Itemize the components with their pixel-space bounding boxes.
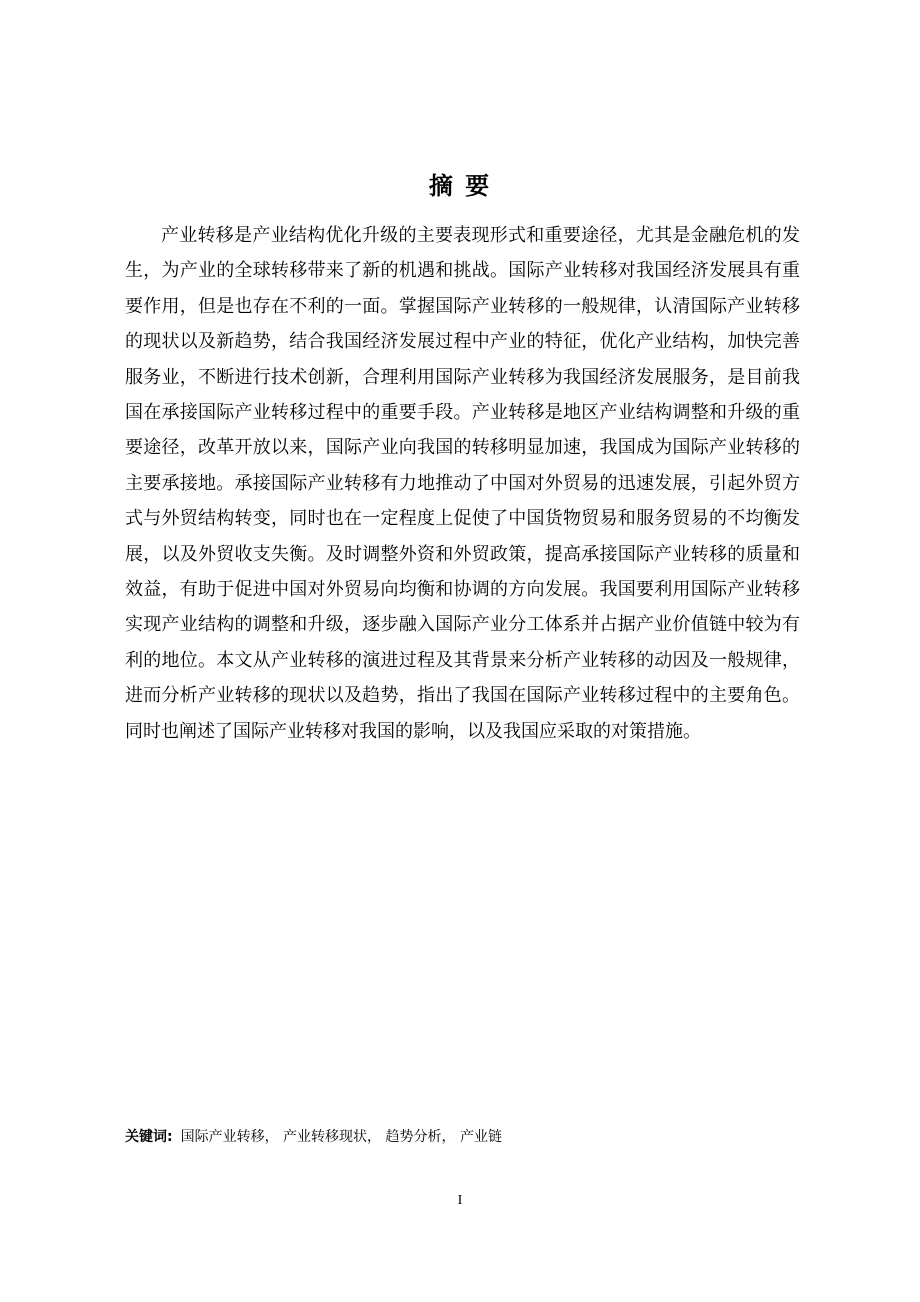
keywords-values: 国际产业转移， 产业转移现状， 趋势分析， 产业链 <box>180 1129 502 1145</box>
page-title: 摘 要 <box>428 172 492 200</box>
abstract-paragraph: 产业转移是产业结构优化升级的主要表现形式和重要途径，尤其是金融危机的发生，为产业的全球转移带来了新的机遇和挑战。国际产业转移对我国经济发展具有重要作用，但是也存在不利的一面。掌握国际产业转移的一般规律，认清国际产业转移的现状以及新趋势，结合我国经济发展过程中产业的特征，优化产业结构，加快完善服务业，不断进行技术创新，合理利用国际产业转移为我国经济发展服务，是目前我国在承接国际产业转移过程中的重要手段。产业转移是地区产业结构调整和升级的重要途径，改革开放以来，国际产业向我国的转移明显加速，我国成为国际产业转移的主要承接地。承接国际产业转移有力地推动了中国对外贸易的迅速发展，引起外贸方式与外贸结构转变，同时也在一定程度上促使了中国货物贸易和服务贸易的不均衡发展，以及外贸收支失衡。及时调整外资和外贸政策，提高承接国际产业转移的质量和效益，有助于促进中国对外贸易向均衡和协调的方向发展。我国要利用国际产业转移实现产业结构的调整和升级，逐步融入国际产业分工体系并占据产业价值链中较为有利的地位。本文从产业转移的演进过程及其背景来分析产业转移的动因及一般规律，进而分析产业转移的现状以及趋势，指出了我国在国际产业转移过程中的主要角色。同时也阐述了国际产业转移对我国的影响，以及我国应采取的对策措施。 <box>125 225 800 742</box>
keywords-line <box>125 1127 800 1147</box>
keywords-label: 关键词: <box>125 1129 173 1145</box>
page-number: I <box>457 1193 463 1208</box>
